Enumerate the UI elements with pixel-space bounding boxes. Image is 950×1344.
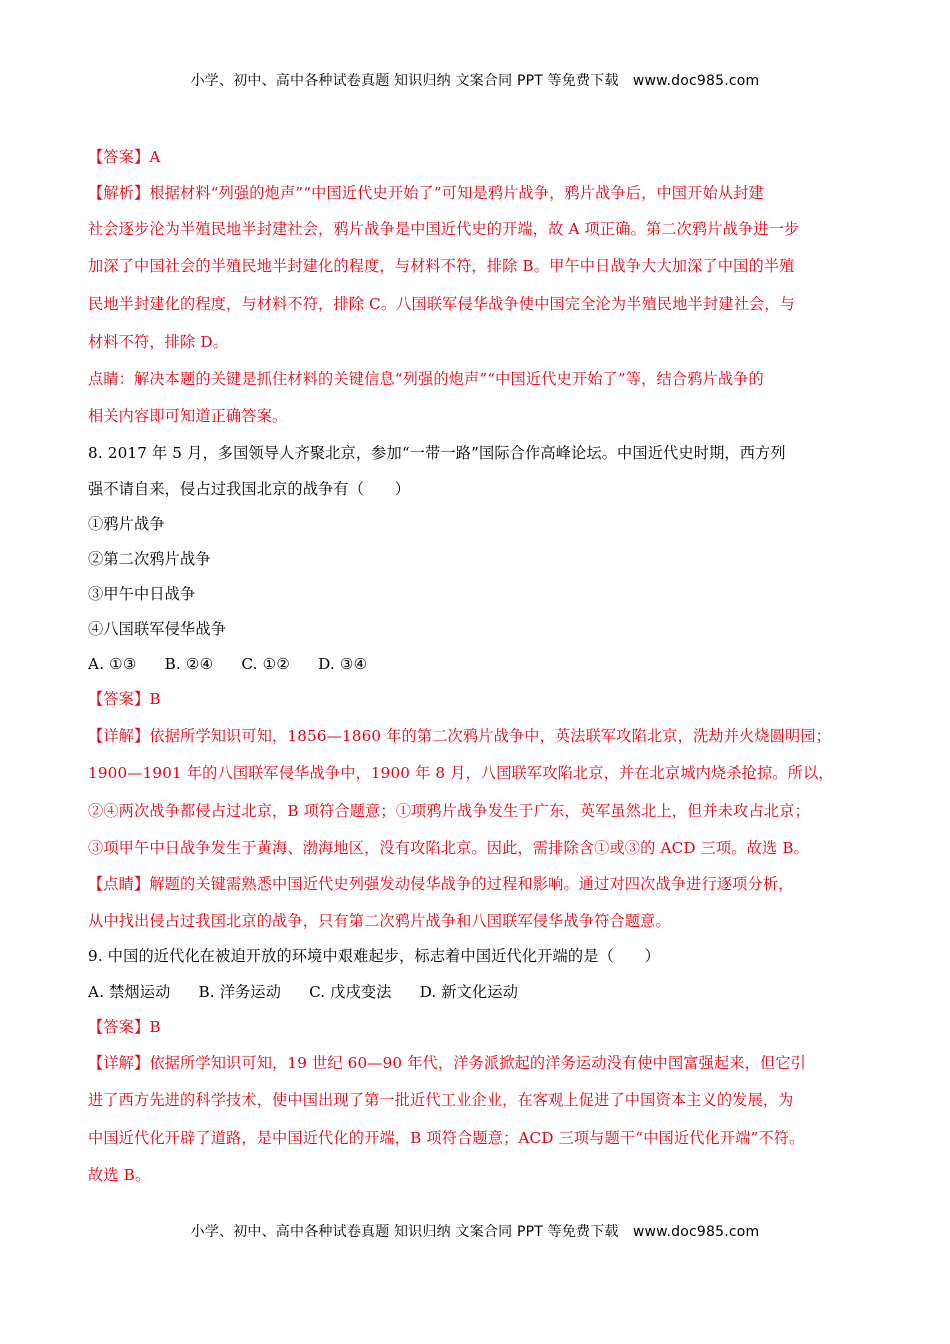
page-footer: 小学、初中、高中各种试卷真题 知识归纳 文案合同 PPT 等免费下载 www.doc985.com	[190, 1224, 760, 1240]
q8-comment-line-2: 从中找出侵占过我国北京的战争，只有第二次鸦片战争和八国联军侵华战争符合题意。	[88, 912, 671, 930]
q9-detail-line-3: 中国近代化开辟了道路，是中国近代化的开端，B 项符合题意；ACD 三项与题干“中国近代化开端”不符。	[88, 1129, 805, 1147]
q9-option-d: D. 新文化运动	[419, 983, 519, 1001]
q9-option-b: B. 洋务运动	[198, 983, 282, 1001]
q8-detail-line-1: 【详解】依据所学知识可知，1856—1860 年的第二次鸦片战争中，英法联军攻陷北京，洗劫并火烧圆明园；	[88, 727, 831, 745]
q9-option-c: C. 戊戌变法	[309, 983, 392, 1001]
q7-answer: 【答案】A	[88, 148, 161, 166]
q8-options	[88, 654, 878, 674]
q7-comment-line-1: 点睛：解决本题的关键是抓住材料的关键信息“列强的炮声”“中国近代史开始了”等，结合鸦片战争的	[88, 370, 764, 388]
q9-options	[88, 982, 878, 1002]
q8-stem-line-2: 强不请自来，侵占过我国北京的战争有（ ）	[88, 480, 411, 498]
q8-option-d: D. ③④	[318, 655, 368, 673]
q7-analysis-line-5: 材料不符，排除 D。	[88, 333, 229, 351]
q7-analysis-line-1: 【解析】根据材料“列强的炮声”“中国近代史开始了”可知是鸦片战争，鸦片战争后，中国开始从封建	[88, 184, 764, 202]
q7-analysis-line-4: 民地半封建化的程度，与材料不符，排除 C。八国联军侵华战争使中国完全沦为半殖民地半封建社会，与	[88, 295, 795, 313]
q8-option-a: A. ①③	[88, 655, 137, 673]
q8-detail-line-4: ③项甲午中日战争发生于黄海、渤海地区，没有攻陷北京。因此，需排除含①或③的 ACD 三项。故选 B。	[88, 839, 809, 857]
q9-option-a: A. 禁烟运动	[88, 983, 171, 1001]
q7-comment-line-2: 相关内容即可知道正确答案。	[88, 407, 288, 425]
q9-detail-line-1: 【详解】依据所学知识可知，19 世纪 60—90 年代，洋务派掀起的洋务运动没有使中国富强起来，但它引	[88, 1054, 806, 1072]
q9-answer: 【答案】B	[88, 1018, 161, 1036]
q8-item-2: ②第二次鸦片战争	[88, 550, 211, 568]
q8-item-1: ①鸦片战争	[88, 515, 165, 533]
q8-option-b: B. ②④	[164, 655, 214, 673]
page-header: 小学、初中、高中各种试卷真题 知识归纳 文案合同 PPT 等免费下载 www.doc985.com	[190, 73, 760, 89]
q8-item-4: ④八国联军侵华战争	[88, 620, 227, 638]
q8-answer: 【答案】B	[88, 690, 161, 708]
q8-option-c: C. ①②	[241, 655, 291, 673]
q9-detail-line-4: 故选 B。	[88, 1166, 151, 1184]
q8-stem-line-1: 8. 2017 年 5 月，多国领导人齐聚北京，参加“一带一路”国际合作高峰论坛。中国近代史时期，西方列	[88, 444, 786, 462]
q9-stem: 9. 中国的近代化在被迫开放的环境中艰难起步，标志着中国近代化开端的是（ ）	[88, 947, 660, 965]
q8-item-3: ③甲午中日战争	[88, 585, 196, 603]
q7-analysis-line-2: 社会逐步沦为半殖民地半封建社会，鸦片战争是中国近代史的开端，故 A 项正确。第二次鸦片战争进一步	[88, 220, 800, 238]
q9-detail-line-2: 进了西方先进的科学技术，使中国出现了第一批近代工业企业，在客观上促进了中国资本主义的发展，为	[88, 1091, 794, 1109]
q7-analysis-line-3: 加深了中国社会的半殖民地半封建化的程度，与材料不符，排除 B。甲午中日战争大大加深了中国的半殖	[88, 257, 795, 275]
q8-detail-line-2: 1900—1901 年的八国联军侵华战争中，1900 年 8 月，八国联军攻陷北京，并在北京城内烧杀抢掠。所以，	[88, 764, 834, 782]
q8-comment-line-1: 【点睛】解题的关键需熟悉中国近代史列强发动侵华战争的过程和影响。通过对四次战争进行逐项分析，	[88, 875, 794, 893]
q8-detail-line-3: ②④两次战争都侵占过北京，B 项符合题意；①项鸦片战争发生于广东，英军虽然北上，但并未攻占北京；	[88, 802, 810, 820]
